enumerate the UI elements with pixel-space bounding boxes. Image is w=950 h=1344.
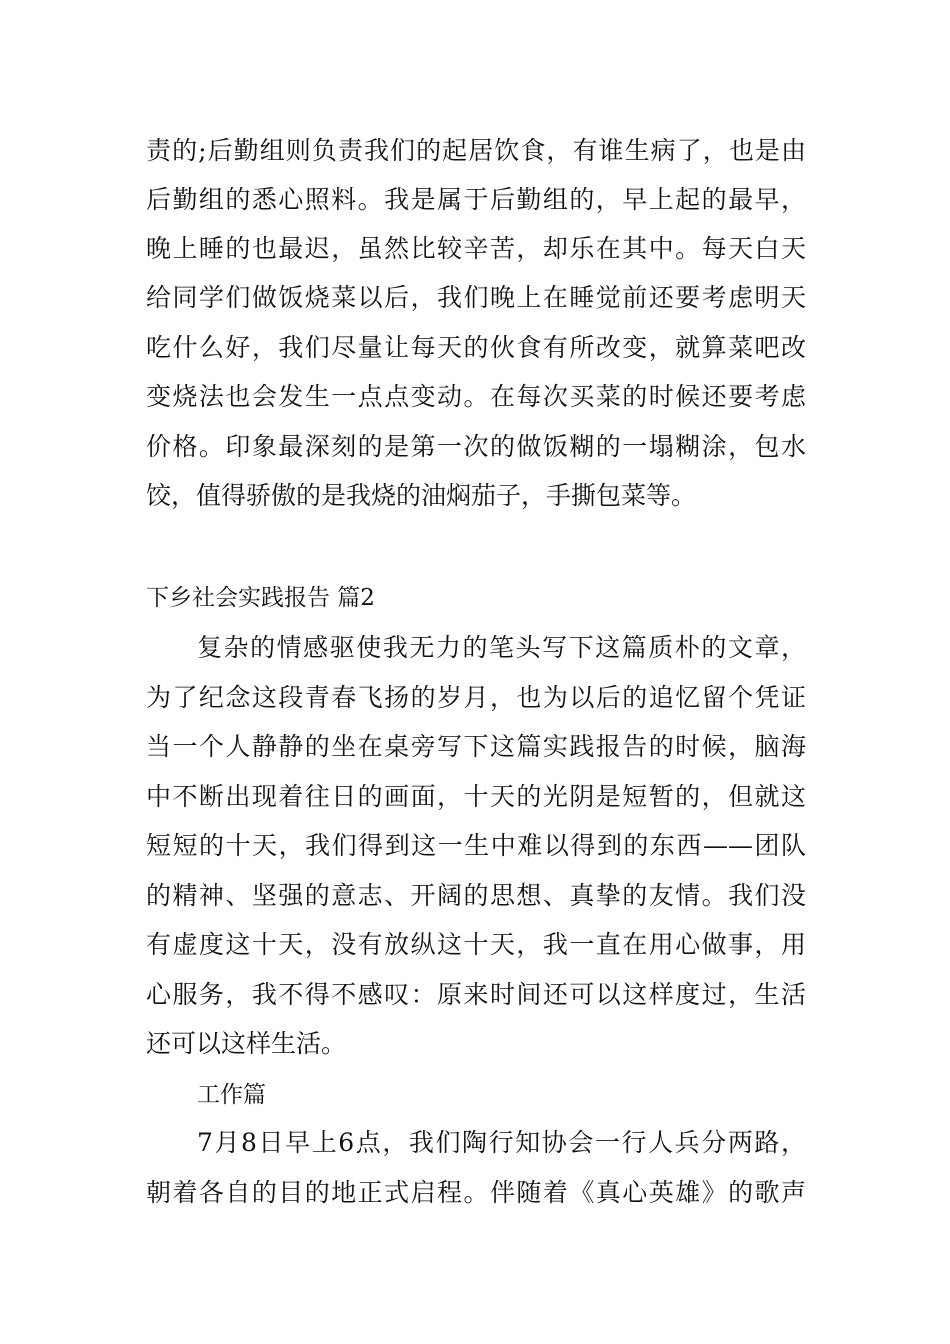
text-line: 价格。印象最深刻的是第一次的做饭糊的一塌糊涂，包水 [146,432,806,461]
text-line: 心服务，我不得不感叹：原来时间还可以这样度过，生活 [146,980,806,1009]
text-line: 还可以这样生活。 [146,1029,347,1058]
text-line: 变烧法也会发生一点点变动。在每次买菜的时候还要考虑 [146,382,806,411]
text-line: 后勤组的悉心照料。我是属于后勤组的，早上起的最早， [146,185,806,214]
text-line: 短短的十天，我们得到这一生中难以得到的东西——团队 [146,831,806,860]
text-line: 复杂的情感驱使我无力的笔头写下这篇质朴的文章， [197,633,806,662]
text-line: 中不断出现着往日的画面，十天的光阴是短暂的，但就这 [146,782,806,811]
text-line: 当一个人静静的坐在桌旁写下这篇实践报告的时候，脑海 [146,732,806,761]
text-line: 7月8日早上6点，我们陶行知协会一行人兵分两路， [197,1128,806,1157]
text-line: 责的;后勤组则负责我们的起居饮食，有谁生病了，也是由 [146,136,806,165]
text-line: 给同学们做饭烧菜以后，我们晚上在睡觉前还要考虑明天 [146,283,806,312]
text-line: 有虚度这十天，没有放纵这十天，我一直在用心做事，用 [146,930,806,959]
section-heading: 下乡社会实践报告 篇2 [146,585,375,611]
text-line: 晚上睡的也最迟，虽然比较辛苦，却乐在其中。每天白天 [146,234,806,263]
text-line: 为了纪念这段青春飞扬的岁月，也为以后的追忆留个凭证 [146,683,806,712]
text-line: 朝着各自的目的地正式启程。伴随着《真心英雄》的歌声 [146,1178,806,1207]
text-line: 的精神、坚强的意志、开阔的思想、真挚的友情。我们没 [146,881,806,910]
text-line: 吃什么好，我们尽量让每天的伙食有所改变，就算菜吧改 [146,333,806,362]
text-line: 饺，值得骄傲的是我烧的油焖茄子，手撕包菜等。 [146,481,697,510]
subheading-work: 工作篇 [197,1082,266,1108]
